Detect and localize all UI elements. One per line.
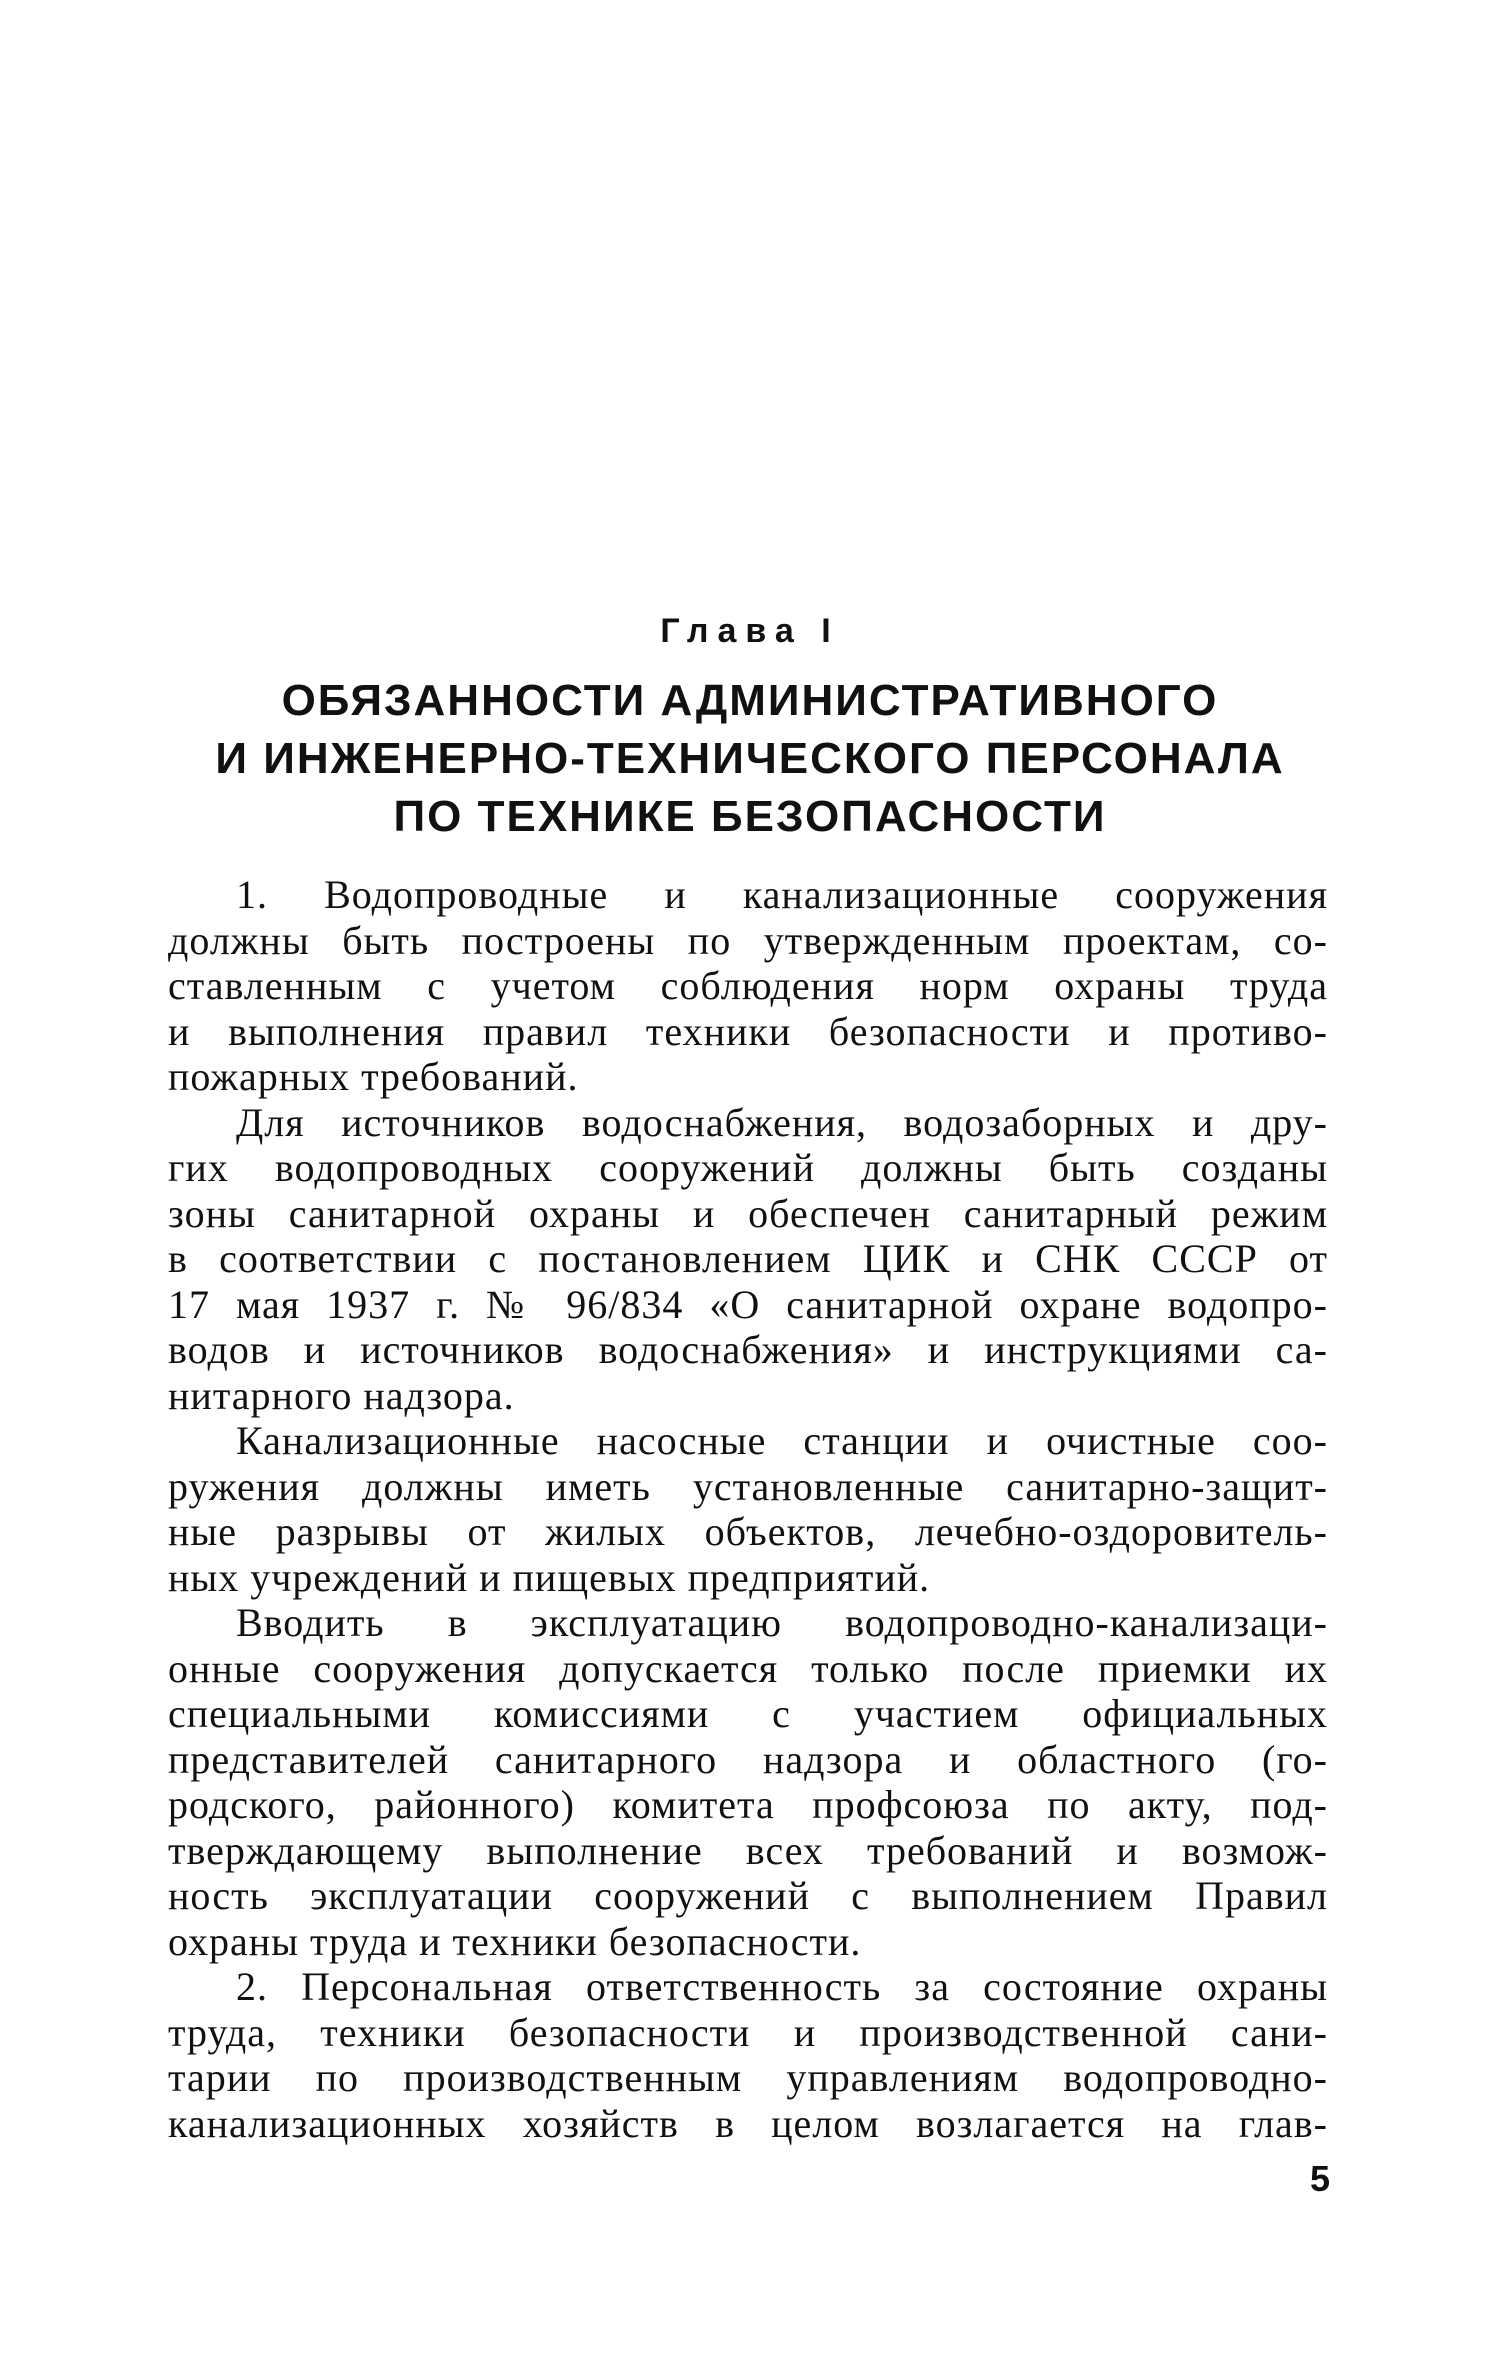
body-text	[168, 872, 1328, 2146]
page-number: 5	[1309, 2158, 1330, 2199]
text-line: ставленным с учетом соблюдения норм охраны труда	[168, 963, 1328, 1008]
text-line: должны быть построены по утвержденным проектам, со-	[168, 917, 1328, 963]
text-line: 1. Водопроводные и канализационные сооружения	[236, 872, 1328, 917]
text-line: гих водопроводных сооружений должны быть созданы	[168, 1145, 1328, 1190]
chapter-label: Глава I	[660, 612, 840, 650]
text-line: родского, районного) комитета профсоюза по акту, под-	[168, 1782, 1328, 1827]
text-line: Канализационные насосные станции и очистные соо-	[236, 1418, 1328, 1463]
text-line: водов и источников водоснабжения» и инструкциями са-	[168, 1327, 1328, 1372]
paragraph-4	[168, 1600, 1328, 1964]
paragraph-3	[168, 1418, 1328, 1600]
text-line: Вводить в эксплуатацию водопроводно-канализаци-	[236, 1600, 1328, 1645]
text-line: охраны труда и техники безопасности.	[168, 1918, 862, 1964]
text-line: тарии по производственным управлениям водопроводно-	[168, 2055, 1328, 2100]
chapter-title-line: И ИНЖЕНЕРНО-ТЕХНИЧЕСКОГО ПЕРСОНАЛА	[215, 734, 1285, 783]
text-line: онные сооружения допускается только после приемки их	[168, 1645, 1328, 1691]
text-line: ные разрывы от жилых объектов, лечебно-оздоровитель-	[168, 1509, 1328, 1554]
paragraph-5	[168, 1964, 1328, 2146]
paragraph-1	[168, 872, 1328, 1100]
text-line: 2. Персональная ответственность за состояние охраны	[236, 1964, 1328, 2009]
text-line: в соответствии с постановлением ЦИК и СНК СССР от	[168, 1236, 1328, 1281]
text-line: нитарного надзора.	[168, 1372, 515, 1418]
text-line: Для источников водоснабжения, водозаборных и дру-	[236, 1099, 1328, 1145]
paragraph-2	[168, 1100, 1328, 1419]
text-line: ружения должны иметь установленные санитарно-защит-	[168, 1463, 1328, 1509]
text-line: представителей санитарного надзора и областного (го-	[168, 1736, 1328, 1782]
text-line: специальными комиссиями с участием официальных	[168, 1691, 1328, 1736]
text-line: ность эксплуатации сооружений с выполнением Правил	[168, 1873, 1328, 1918]
text-line: зоны санитарной охраны и обеспечен санитарный режим	[168, 1190, 1328, 1236]
chapter-title	[0, 672, 1500, 846]
text-line: труда, техники безопасности и производственной сани-	[168, 2009, 1328, 2055]
text-line: пожарных требований.	[168, 1054, 579, 1099]
text-line: ных учреждений и пищевых предприятий.	[168, 1554, 931, 1600]
text-line: канализационных хозяйств в целом возлагается на глав-	[168, 2100, 1328, 2146]
text-line: 17 мая 1937 г. № 96/834 «О санитарной охране водопро-	[168, 1281, 1328, 1327]
chapter-title-line: ОБЯЗАННОСТИ АДМИНИСТРАТИВНОГО	[281, 676, 1219, 725]
text-line: и выполнения правил техники безопасности и противо-	[168, 1008, 1328, 1054]
text-line: тверждающему выполнение всех требований и возмож-	[168, 1827, 1328, 1873]
chapter-title-line: ПО ТЕХНИКЕ БЕЗОПАСНОСТИ	[393, 792, 1107, 841]
